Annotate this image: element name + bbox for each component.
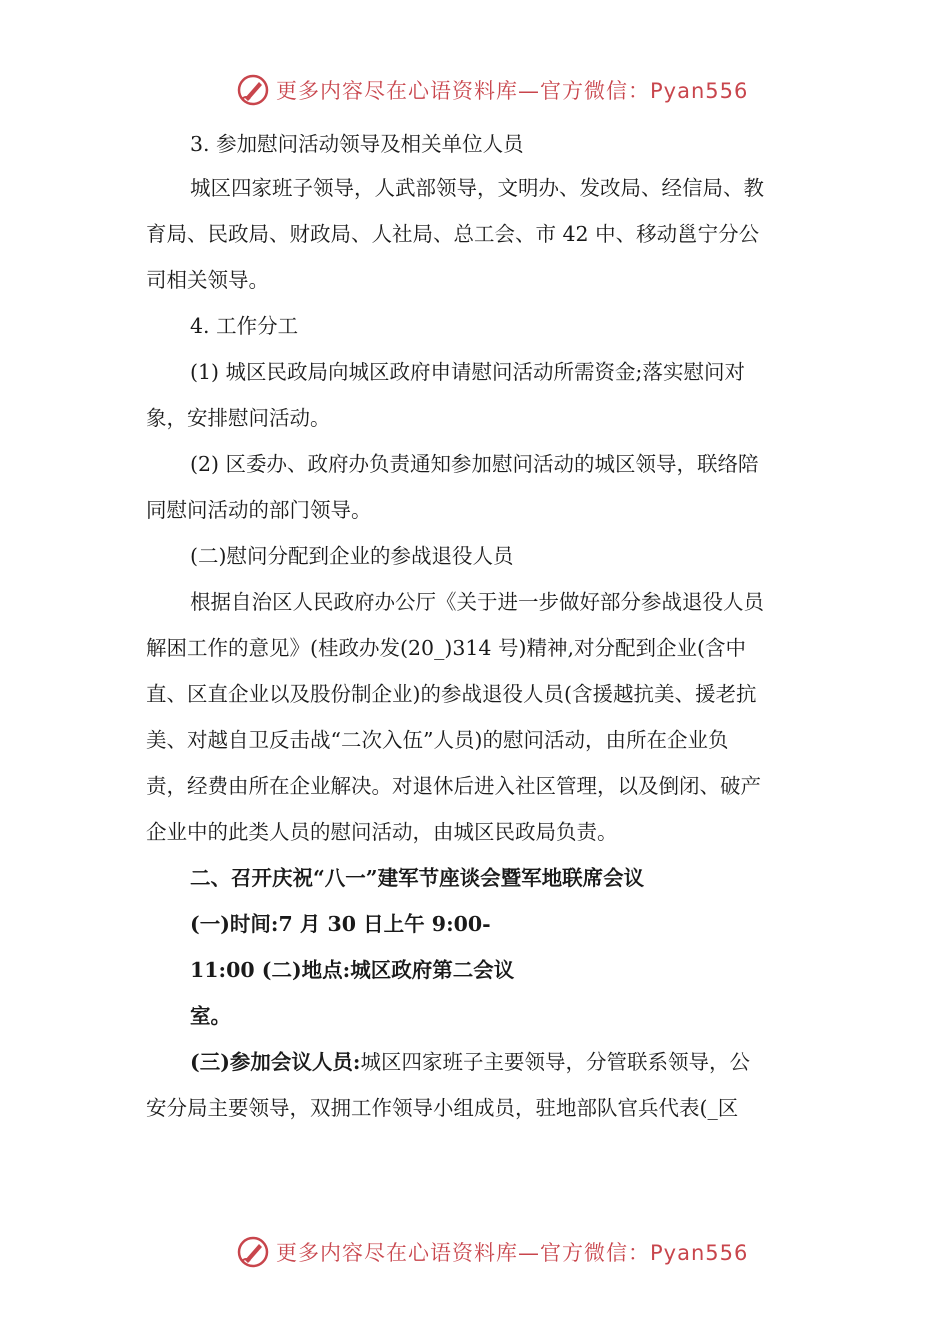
paragraph-line: 象，安排慰问活动。: [146, 406, 331, 430]
watermark-footer: [236, 1232, 748, 1272]
paragraph-line: 育局、民政局、财政局、人社局、总工会、市 42 中、移动邕宁分公: [146, 222, 760, 246]
paragraph-line: 司相关领导。: [146, 268, 269, 292]
section-heading: 4. 工作分工: [190, 314, 299, 338]
paragraph-line: 根据自治区人民政府办公厅《关于进一步做好部分参战退役人员: [190, 590, 764, 614]
watermark-text: 更多内容尽在心语资料库—官方微信：Pyan556: [276, 1241, 749, 1265]
pen-circle-icon: [236, 73, 270, 107]
section-heading: 二、召开庆祝“八一”建军节座谈会暨军地联席会议: [190, 866, 645, 890]
paragraph-line: 责，经费由所在企业解决。对退休后进入社区管理，以及倒闭、破产: [146, 774, 761, 798]
watermark-header: [236, 70, 748, 110]
paragraph-line: 企业中的此类人员的慰问活动，由城区民政局负责。: [146, 820, 618, 844]
meeting-location: 11:00 (二)地点:城区政府第二会议: [190, 958, 515, 982]
meeting-time: (一)时间:7 月 30 日上午 9:00-: [190, 912, 491, 936]
section-heading: 3. 参加慰问活动领导及相关单位人员: [190, 132, 524, 156]
participants-line: [190, 1042, 750, 1082]
paragraph-line: (1) 城区民政局向城区政府申请慰问活动所需资金;落实慰问对: [190, 360, 745, 384]
paragraph-line: 直、区直企业以及股份制企业)的参战退役人员(含援越抗美、援老抗: [146, 682, 757, 706]
paragraph-line: 城区四家班子领导，人武部领导，文明办、发改局、经信局、教: [190, 176, 764, 200]
participants-label: (三)参加会议人员:: [190, 1050, 361, 1074]
pen-circle-icon: [236, 1235, 270, 1269]
section-heading: (二)慰问分配到企业的参战退役人员: [190, 544, 514, 568]
paragraph-line: 解困工作的意见》(桂政办发(20_)314 号)精神,对分配到企业(含中: [146, 636, 746, 660]
meeting-location-end: 室。: [190, 1004, 231, 1028]
paragraph-line: (2) 区委办、政府办负责通知参加慰问活动的城区领导，联络陪: [190, 452, 759, 476]
participants-text: 城区四家班子主要领导，分管联系领导，公: [360, 1050, 750, 1074]
paragraph-line: 美、对越自卫反击战“二次入伍”人员)的慰问活动，由所在企业负: [146, 728, 729, 752]
watermark-text: 更多内容尽在心语资料库—官方微信：Pyan556: [276, 79, 749, 103]
paragraph-line: 同慰问活动的部门领导。: [146, 498, 372, 522]
paragraph-line: 安分局主要领导，双拥工作领导小组成员，驻地部队官兵代表(_区: [146, 1096, 739, 1120]
